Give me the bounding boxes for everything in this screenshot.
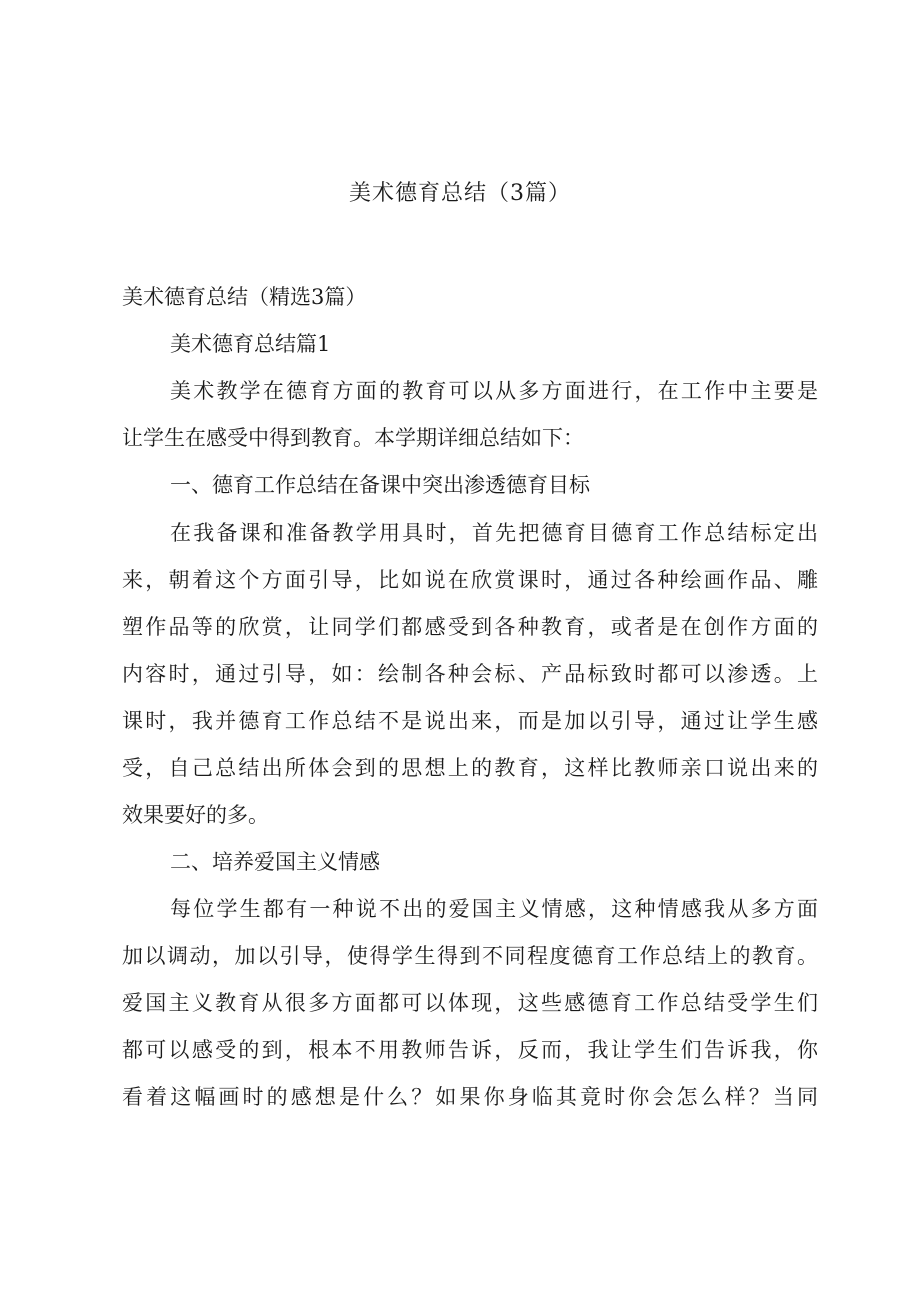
paragraph-line: 美术教学在德育方面的教育可以从多方面进行，在工作中主要是 [170,379,818,403]
paragraph-line: 让学生在感受中得到教育。本学期详细总结如下： [122,426,584,450]
paragraph-line: 塑作品等的欣赏，让同学们都感受到各种教育，或者是在创作方面的 [122,615,818,639]
paragraph-line: 都可以感受的到，根本不用教师告诉，反而，我让学生们告诉我，你 [122,1038,818,1062]
paragraph-line: 看着这幅画时的感想是什么？如果你身临其竟时你会怎么样？当同 [122,1085,818,1109]
document-title: 美术德育总结（3篇） [349,181,571,206]
paragraph-line: 在我备课和准备教学用具时，首先把德育目德育工作总结标定出 [170,521,818,545]
paragraph-line: 受，自己总结出所体会到的思想上的教育，这样比教师亲口说出来的 [122,756,818,780]
paragraph-line: 爱国主义教育从很多方面都可以体现，这些感德育工作总结受学生们 [122,991,818,1015]
subtitle-line: 美术德育总结（精选3篇） [122,285,367,309]
paragraph-line: 效果要好的多。 [122,803,269,827]
paragraph-line: 课时，我并德育工作总结不是说出来，而是加以引导，通过让学生感 [122,709,818,733]
paragraph-line: 每位学生都有一种说不出的爱国主义情感，这种情感我从多方面 [170,897,818,921]
paragraph-line: 来，朝着这个方面引导，比如说在欣赏课时，通过各种绘画作品、雕 [122,568,818,592]
section-heading: 二、培养爱国主义情感 [170,850,380,874]
section-heading: 美术德育总结篇1 [170,332,331,356]
paragraph-line: 内容时，通过引导，如：绘制各种会标、产品标致时都可以渗透。上 [122,662,818,686]
paragraph-line: 加以调动，加以引导，使得学生得到不同程度德育工作总结上的教育。 [122,944,818,968]
section-heading: 一、德育工作总结在备课中突出渗透德育目标 [170,473,590,497]
